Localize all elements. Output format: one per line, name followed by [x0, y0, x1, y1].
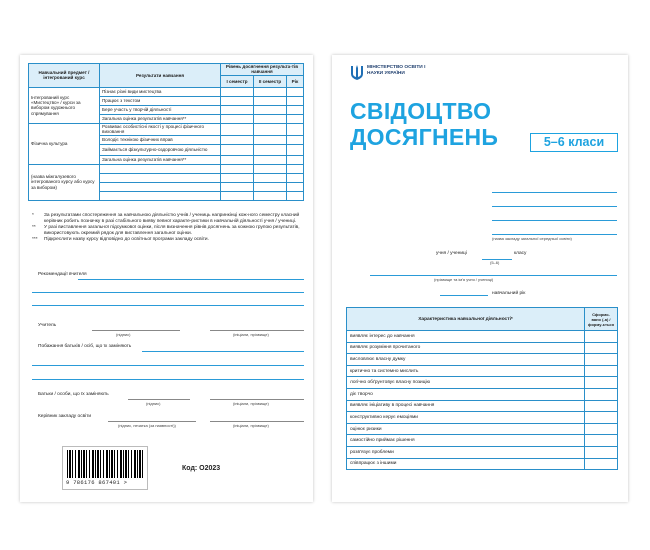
title-line2: ДОСЯГНЕНЬ — [350, 124, 499, 150]
grade-cell[interactable] — [254, 191, 287, 200]
footnote-mark: *** — [32, 237, 38, 242]
head-name-line[interactable] — [210, 421, 304, 422]
characteristics-table — [346, 307, 618, 470]
result-cell[interactable] — [100, 164, 221, 173]
barcode-bars — [67, 450, 143, 478]
result-cell: Загальна оцінка результатів навчання** — [100, 155, 221, 164]
footnote-mark: * — [32, 213, 34, 218]
grade-cell[interactable] — [287, 173, 304, 182]
parents-name-line[interactable] — [210, 399, 304, 400]
title-line1: СВІДОЦТВО — [350, 98, 492, 124]
grade-cell[interactable] — [287, 123, 304, 135]
characteristic-row: оцінює ризики — [347, 423, 585, 435]
characteristic-row: діє творчо — [347, 388, 585, 400]
teacher-signature-line[interactable] — [92, 330, 180, 331]
parents-label: Батьки / особи, що їх заміняють — [38, 392, 109, 397]
mark-cell[interactable] — [585, 412, 618, 424]
results-table — [28, 63, 304, 201]
signature-stamp-caption: (підпис, печатка (за наявності)) — [118, 423, 176, 428]
barcode — [62, 446, 148, 490]
footnote — [32, 225, 304, 237]
school-line[interactable] — [492, 206, 617, 207]
grade-cell[interactable] — [254, 144, 287, 155]
footnote-text: Підкреслити назву курсу відповідно до освітньої програми закладу освіти. — [44, 237, 209, 242]
mark-cell[interactable] — [585, 342, 618, 354]
school-line[interactable] — [492, 220, 617, 221]
mark-cell[interactable] — [585, 365, 618, 377]
parents-wishes-label: Побажання батьків / осіб, що їх заміняють — [38, 344, 132, 349]
school-caption: (назва закладу загальної середньої освіти) — [492, 236, 572, 241]
right-page — [332, 55, 628, 502]
teacher-recommendations-label: Рекомендації вчителя — [38, 272, 87, 277]
grade-cell[interactable] — [287, 155, 304, 164]
characteristics-header: Характеристика навчальної діяльності* — [347, 308, 585, 331]
header-subject: Навчальний предмет / інтегрований курс — [29, 64, 100, 88]
wishes-line[interactable] — [142, 351, 304, 352]
grade-cell[interactable] — [221, 155, 254, 164]
grade-cell[interactable] — [254, 105, 287, 114]
barcode-number: 9 786176 867401 > — [66, 479, 128, 486]
mark-cell[interactable] — [585, 354, 618, 366]
grade-cell[interactable] — [221, 135, 254, 144]
characteristic-row: виявляє розуміння прочитаного — [347, 342, 585, 354]
result-cell: Розвиває особистісні якості у процесі фізичного виховання — [100, 123, 221, 135]
characteristic-row: критично та системно мислить — [347, 365, 585, 377]
result-cell: Бере участь у творчій діяльності — [100, 105, 221, 114]
header-sem2: II семестр — [254, 75, 287, 87]
grade-cell[interactable] — [254, 87, 287, 96]
result-cell: Загальна оцінка результатів навчання** — [100, 114, 221, 123]
mark-cell[interactable] — [585, 388, 618, 400]
grade-cell[interactable] — [287, 96, 304, 105]
class-label: класу — [514, 251, 527, 256]
grade-cell[interactable] — [287, 182, 304, 191]
head-signature-line[interactable] — [108, 421, 196, 422]
characteristic-row: самостійно приймає рішення — [347, 435, 585, 447]
result-cell: Працює з текстом — [100, 96, 221, 105]
initials-caption: (ініціали, прізвище) — [233, 332, 269, 337]
grade-cell[interactable] — [254, 164, 287, 173]
grade-cell[interactable] — [287, 114, 304, 123]
grade-cell[interactable] — [221, 144, 254, 155]
grade-cell[interactable] — [221, 164, 254, 173]
grade-cell[interactable] — [221, 191, 254, 200]
wishes-line[interactable] — [32, 379, 304, 380]
footnote-text: За результатами спостереження за навчальною діяльністю учнів / учениць напринкінці кож-ного семестру класний керівник робить позначку в разі стабільного вияву певної характе-ристики в навчальній діяльності учня / учениці. — [44, 213, 300, 224]
grade-cell[interactable] — [287, 144, 304, 155]
grade-cell[interactable] — [221, 182, 254, 191]
grades-badge: 5–6 класи — [530, 133, 618, 152]
school-year-label: навчальний рік — [492, 291, 526, 296]
pupil-label: учня / учениці — [436, 251, 467, 256]
initials-caption: (ініціали, прізвище) — [233, 423, 269, 428]
characteristic-row: конструктивно керує емоціями — [347, 412, 585, 424]
header-year: Рік — [287, 75, 304, 87]
result-cell[interactable] — [100, 182, 221, 191]
header-level: Рівень досягнення результа-тів навчання — [221, 64, 304, 76]
footnotes — [32, 213, 304, 243]
grade-cell[interactable] — [254, 114, 287, 123]
grade-cell[interactable] — [287, 105, 304, 114]
result-cell[interactable] — [100, 173, 221, 182]
result-cell[interactable] — [100, 191, 221, 200]
teacher-name-line[interactable] — [210, 330, 304, 331]
characteristic-row: розв'язує проблеми — [347, 446, 585, 458]
characteristic-row: виявляє інтерес до навчання — [347, 331, 585, 343]
grade-cell[interactable] — [287, 191, 304, 200]
grade-cell[interactable] — [287, 87, 304, 96]
name-caption: (прізвище та ім'я учня / учениці) — [434, 277, 494, 282]
characteristic-row: висловлює власну думку — [347, 354, 585, 366]
result-cell: Володіє технікою фізичних вправ — [100, 135, 221, 144]
subject-custom: (назва міжгалузевого інтегрованого курсу або курсу за вибором) — [29, 164, 100, 200]
grade-cell[interactable] — [287, 135, 304, 144]
characteristic-row: логічно обґрунтовує власну позицію — [347, 377, 585, 389]
signature-caption: (підпис) — [116, 332, 131, 337]
footnote — [32, 213, 304, 225]
wishes-line[interactable] — [32, 365, 304, 366]
mark-cell[interactable] — [585, 331, 618, 343]
mark-cell[interactable] — [585, 446, 618, 458]
signature-caption: (підпис) — [146, 401, 161, 406]
header-results: Результати навчання — [100, 64, 221, 88]
grade-cell[interactable] — [221, 114, 254, 123]
recommendation-line[interactable] — [78, 279, 304, 280]
grade-cell[interactable] — [287, 164, 304, 173]
head-label: Керівник закладу освіти — [38, 414, 92, 419]
left-page — [20, 55, 313, 502]
recommendation-line[interactable] — [32, 292, 304, 293]
grade-cell[interactable] — [221, 173, 254, 182]
subject-pe: Фізична культура — [29, 123, 100, 164]
school-line[interactable] — [492, 234, 617, 235]
grade-cell[interactable] — [254, 135, 287, 144]
grade-cell[interactable] — [221, 123, 254, 135]
class-range-caption: (5–6) — [490, 260, 500, 265]
teacher-label: Учитель — [38, 323, 57, 328]
name-line[interactable] — [370, 275, 617, 276]
initials-caption: (ініціали, прізвище) — [233, 401, 269, 406]
trident-icon — [350, 64, 364, 82]
mark-cell[interactable] — [585, 400, 618, 412]
mark-cell[interactable] — [585, 423, 618, 435]
formed-header: Сформо-вано (-а) / форму-ється — [585, 308, 618, 331]
grade-cell[interactable] — [254, 96, 287, 105]
result-cell: Займається фізкультурно-оздоровчою діяльністю — [100, 144, 221, 155]
grade-cell[interactable] — [221, 96, 254, 105]
school-line[interactable] — [492, 192, 617, 193]
grade-cell[interactable] — [254, 155, 287, 164]
grade-cell[interactable] — [221, 105, 254, 114]
code-label: Код: О2023 — [182, 465, 221, 472]
parents-signature-line[interactable] — [128, 399, 190, 400]
mark-cell[interactable] — [585, 377, 618, 389]
grade-cell[interactable] — [254, 182, 287, 191]
grade-cell[interactable] — [254, 123, 287, 135]
footnote-mark: ** — [32, 225, 36, 230]
ministry-name: МІНІСТЕРСТВО ОСВІТИ І НАУКИ УКРАЇНИ — [367, 65, 426, 76]
grade-cell[interactable] — [221, 87, 254, 96]
result-cell: Пізнає різні види мистецтва — [100, 87, 221, 96]
characteristic-row: співпрацює з іншими — [347, 458, 585, 470]
mark-cell[interactable] — [585, 458, 618, 470]
characteristic-row: виявляє ініціативу в процесі навчання — [347, 400, 585, 412]
grade-cell[interactable] — [254, 173, 287, 182]
subject-art: Інтегрований курс «Мистецтво» / курси за вибором художнього спрямування — [29, 87, 100, 123]
header-sem1: I семестр — [221, 75, 254, 87]
mark-cell[interactable] — [585, 435, 618, 447]
footnote — [32, 237, 304, 243]
footnote-text: У разі виставлення загальної підсумкової оцінки, після визначення рівнів досягнень за кожною групою результатів, використовують окремий рядок для виставлення загальної оцінки. — [44, 225, 300, 236]
recommendation-line[interactable] — [32, 305, 304, 306]
year-line[interactable] — [440, 295, 488, 296]
